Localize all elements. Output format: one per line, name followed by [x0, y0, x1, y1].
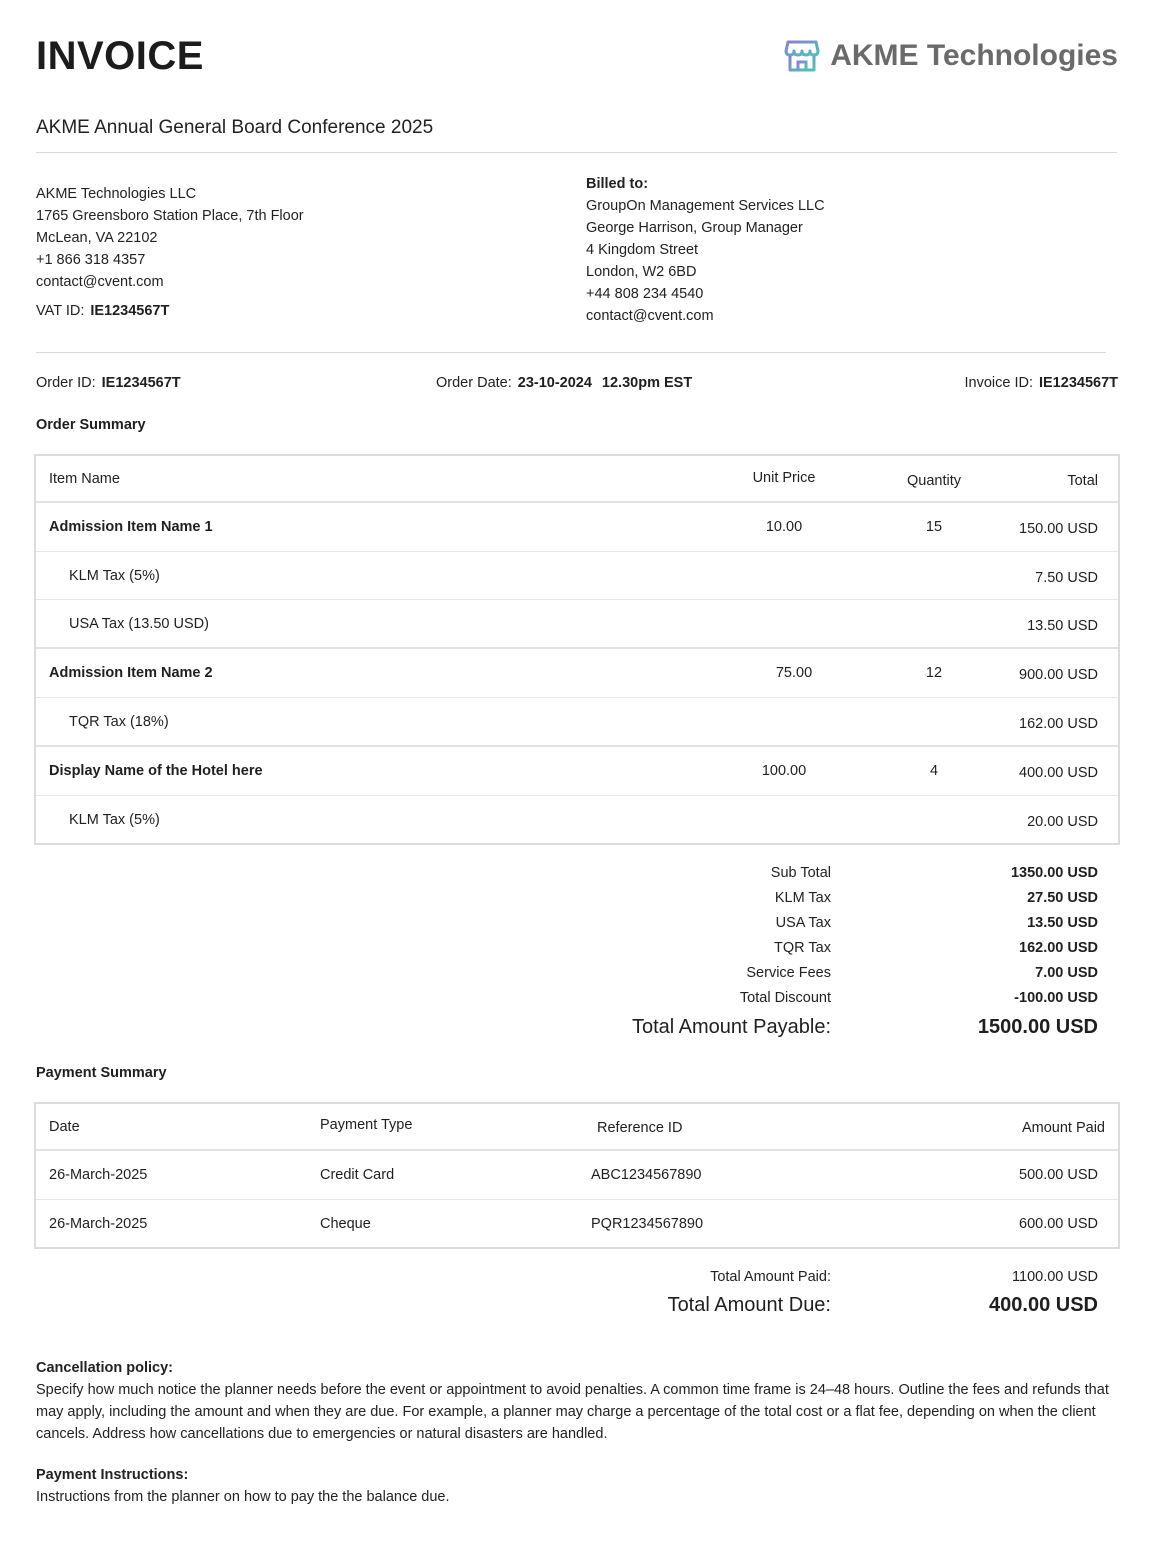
- column-header: Unit Price: [752, 470, 816, 486]
- payment-instructions: [36, 1464, 1120, 1508]
- quantity: 12: [925, 664, 943, 681]
- total-payable-value: 1500.00 USD: [977, 1016, 1098, 1038]
- unit-price: 75.00: [775, 664, 813, 681]
- item-name: Display Name of the Hotel here: [49, 762, 263, 779]
- column-header: Amount Paid: [1021, 1120, 1105, 1136]
- usa-tax-label: USA Tax: [775, 915, 831, 931]
- item-name: Admission Item Name 1: [49, 518, 213, 535]
- column-header: Date: [49, 1119, 80, 1135]
- order-date-value: 23-10-2024: [517, 375, 592, 391]
- cancellation-text: Specify how much notice the planner needs before the event or appointment to avoid penalties. A common time frame is 24–48 hours. Outline the fees and refunds that may apply, including the amount and when they are due. For example, a planner may charge a percentage of the total cost or a flat fee, depending on when the client cancels. Address how cancellations due to emergencies or natural disasters are handled.: [36, 1382, 1109, 1442]
- invoice-id: [964, 375, 1118, 391]
- seller-line: +1 866 318 4357: [36, 252, 146, 268]
- klm-tax-label: KLM Tax: [774, 890, 831, 906]
- total-discount-label: Total Discount: [739, 990, 831, 1006]
- tax-name: KLM Tax (5%): [69, 812, 160, 828]
- unit-price: 10.00: [765, 518, 803, 535]
- payment-type: Credit Card: [320, 1166, 395, 1183]
- table-row: [36, 795, 1118, 844]
- row-total: 900.00 USD: [1019, 666, 1098, 683]
- table-row: [36, 647, 1118, 696]
- storefront-icon: [784, 38, 820, 74]
- row-total: 13.50 USD: [1027, 618, 1098, 634]
- total-discount-value: -100.00 USD: [1014, 990, 1098, 1006]
- usa-tax-value: 13.50 USD: [1027, 915, 1098, 931]
- invoice-id-label: Invoice ID:: [964, 375, 1033, 391]
- column-header: Payment Type: [320, 1117, 413, 1133]
- tqr-tax-label: TQR Tax: [774, 940, 831, 956]
- payment-date: 26-March-2025: [49, 1216, 148, 1232]
- vat-label: VAT ID:: [36, 303, 85, 319]
- row-total: 162.00 USD: [1019, 716, 1098, 732]
- order-id-value: IE1234567T: [101, 375, 181, 391]
- table-row: [36, 745, 1118, 794]
- row-total: 20.00 USD: [1027, 814, 1098, 830]
- tax-name: TQR Tax (18%): [69, 714, 169, 730]
- table-row: [36, 551, 1118, 600]
- cancellation-policy: [36, 1357, 1120, 1445]
- tax-name: USA Tax (13.50 USD): [69, 616, 209, 632]
- seller-email: contact@cvent.com: [36, 274, 164, 290]
- order-date: [436, 375, 692, 391]
- seller-line: McLean, VA 22102: [36, 230, 158, 246]
- table-row: [36, 599, 1118, 648]
- divider: [36, 152, 1117, 153]
- quantity: 4: [929, 762, 939, 779]
- amount-paid: 600.00 USD: [1019, 1216, 1098, 1232]
- order-summary-heading: Order Summary: [36, 417, 146, 433]
- total-due-value: 400.00 USD: [989, 1294, 1098, 1316]
- seller-address: [36, 183, 304, 293]
- table-header: [36, 456, 1118, 502]
- vat-value: IE1234567T: [90, 303, 170, 319]
- column-header: Reference ID: [597, 1120, 683, 1136]
- row-total: 400.00 USD: [1019, 764, 1098, 781]
- payment-instructions-text: Instructions from the planner on how to pay the the balance due.: [36, 1489, 450, 1505]
- total-paid-value: 1100.00 USD: [1012, 1269, 1098, 1285]
- service-fees-value: 7.00 USD: [1035, 965, 1098, 981]
- event-title: AKME Annual General Board Conference 2025: [36, 117, 434, 138]
- column-header: Item Name: [49, 471, 120, 487]
- buyer-line: London, W2 6BD: [586, 264, 697, 280]
- amount-paid: 500.00 USD: [1019, 1166, 1098, 1183]
- service-fees-label: Service Fees: [746, 965, 831, 981]
- reference-id: PQR1234567890: [591, 1216, 704, 1232]
- row-total: 150.00 USD: [1019, 520, 1098, 537]
- subtotal-value: 1350.00 USD: [1010, 865, 1098, 881]
- item-name: Admission Item Name 2: [49, 664, 213, 681]
- buyer-email: contact@cvent.com: [586, 308, 714, 324]
- tax-name: KLM Tax (5%): [69, 568, 160, 584]
- total-payable-label: Total Amount Payable:: [631, 1016, 831, 1038]
- payment-instructions-heading: Payment Instructions:: [36, 1467, 189, 1483]
- order-date-label: Order Date:: [436, 375, 512, 391]
- order-summary-table: [34, 454, 1120, 845]
- total-paid-label: Total Amount Paid:: [710, 1269, 831, 1285]
- payment-summary-heading: Payment Summary: [36, 1065, 167, 1081]
- reference-id: ABC1234567890: [591, 1166, 702, 1183]
- column-header: Total: [1067, 473, 1098, 489]
- billed-to-label: Billed to:: [586, 176, 649, 192]
- vat-id: [36, 303, 169, 319]
- divider: [36, 352, 1106, 353]
- billed-to: [586, 173, 825, 327]
- table-row: [36, 1149, 1118, 1198]
- order-id-label: Order ID:: [36, 375, 96, 391]
- brand-name: AKME Technologies: [830, 39, 1118, 72]
- buyer-line: +44 808 234 4540: [586, 286, 704, 302]
- buyer-line: 4 Kingdom Street: [586, 242, 699, 258]
- row-total: 7.50 USD: [1035, 570, 1098, 586]
- seller-line: AKME Technologies LLC: [36, 186, 197, 202]
- cancellation-heading: Cancellation policy:: [36, 1360, 173, 1376]
- seller-line: 1765 Greensboro Station Place, 7th Floor: [36, 208, 304, 224]
- quantity: 15: [925, 518, 943, 535]
- table-row: [36, 501, 1118, 550]
- order-id: [36, 375, 181, 391]
- invoice-title: INVOICE: [36, 34, 204, 78]
- total-due-label: Total Amount Due:: [667, 1294, 831, 1316]
- order-time-value: 12.30pm EST: [601, 375, 693, 391]
- table-row: [36, 697, 1118, 746]
- payment-summary-table: [34, 1102, 1120, 1249]
- column-header: Quantity: [907, 473, 961, 489]
- klm-tax-value: 27.50 USD: [1027, 890, 1098, 906]
- subtotal-label: Sub Total: [770, 865, 831, 881]
- invoice-id-value: IE1234567T: [1038, 375, 1118, 391]
- table-row: [36, 1199, 1118, 1248]
- buyer-line: George Harrison, Group Manager: [586, 220, 803, 236]
- payment-type: Cheque: [320, 1216, 371, 1232]
- unit-price: 100.00: [761, 762, 807, 779]
- brand-logo: [784, 38, 1118, 74]
- buyer-line: GroupOn Management Services LLC: [586, 198, 825, 214]
- tqr-tax-value: 162.00 USD: [1019, 940, 1098, 956]
- payment-date: 26-March-2025: [49, 1166, 148, 1183]
- table-header: [36, 1104, 1118, 1150]
